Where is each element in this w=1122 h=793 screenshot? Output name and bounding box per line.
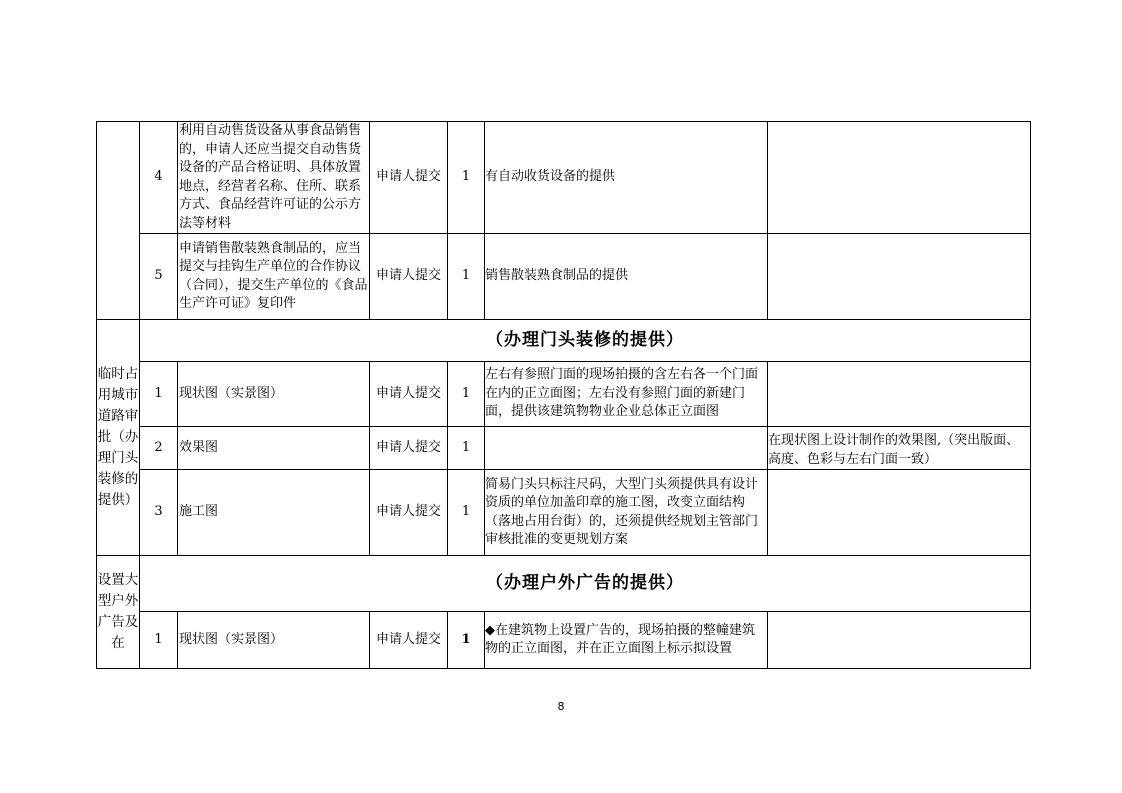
copy-count: 1 xyxy=(448,362,485,427)
copy-count: 1 xyxy=(448,122,485,234)
copy-count: 1 xyxy=(448,612,485,669)
section-title: （办理门头装修的提供） xyxy=(140,320,1031,362)
row-number: 2 xyxy=(140,427,178,470)
copy-count: 1 xyxy=(448,234,485,320)
table-row xyxy=(97,427,1031,470)
row-number: 3 xyxy=(140,470,178,556)
note xyxy=(768,362,1031,427)
material-name: 利用自动售货设备从事食品销售的，申请人还应当提交自动售货设备的产品合格证明、具体放置地点，经营者名称、住所、联系方式、食品经营许可证的公示方法等材料 xyxy=(178,122,370,234)
note xyxy=(768,470,1031,556)
page-number: 8 xyxy=(557,700,565,713)
material-name: 效果图 xyxy=(178,427,370,470)
row-number: 4 xyxy=(140,122,178,234)
table-row xyxy=(97,362,1031,427)
table-row xyxy=(97,122,1031,234)
row-number: 5 xyxy=(140,234,178,320)
materials-table xyxy=(96,121,1031,669)
category-cell: 临时占用城市道路审批（办理门头装修的提供） xyxy=(97,320,140,556)
table-row xyxy=(97,234,1031,320)
row-number: 1 xyxy=(140,362,178,427)
row-number: 1 xyxy=(140,612,178,669)
table-row xyxy=(97,612,1031,669)
section-title: （办理户外广告的提供） xyxy=(140,556,1031,612)
category-cell: 设置大型户外广告及在 xyxy=(97,556,140,669)
requirement: ◆在建筑物上设置广告的，现场拍摄的整幢建筑物的正立面图，并在正立面图上标示拟设置 xyxy=(485,612,768,669)
note xyxy=(768,234,1031,320)
requirement: 有自动收货设备的提供 xyxy=(485,122,768,234)
material-source: 申请人提交 xyxy=(370,470,448,556)
category-cell-continued xyxy=(97,122,140,320)
material-name: 现状图（实景图） xyxy=(178,362,370,427)
requirement xyxy=(485,427,768,470)
requirement: 左右有参照门面的现场拍摄的含左右各一个门面在内的正立面图；左右没有参照门面的新建门面，提供该建筑物物业企业总体正立面图 xyxy=(485,362,768,427)
section-header-row xyxy=(97,556,1031,612)
requirement: 简易门头只标注尺码，大型门头须提供具有设计资质的单位加盖印章的施工图，改变立面结构（落地占用台街）的，还须提供经规划主管部门审核批准的变更规划方案 xyxy=(485,470,768,556)
material-name: 现状图（实景图） xyxy=(178,612,370,669)
material-name: 施工图 xyxy=(178,470,370,556)
material-source: 申请人提交 xyxy=(370,427,448,470)
section-header-row xyxy=(97,320,1031,362)
material-name: 申请销售散装熟食制品的，应当提交与挂钩生产单位的合作协议（合同），提交生产单位的《食品生产许可证》复印件 xyxy=(178,234,370,320)
note xyxy=(768,122,1031,234)
note: 在现状图上设计制作的效果图,（突出版面、高度、色彩与左右门面一致） xyxy=(768,427,1031,470)
material-source: 申请人提交 xyxy=(370,234,448,320)
note xyxy=(768,612,1031,669)
material-source: 申请人提交 xyxy=(370,122,448,234)
requirement: 销售散装熟食制品的提供 xyxy=(485,234,768,320)
copy-count: 1 xyxy=(448,427,485,470)
material-source: 申请人提交 xyxy=(370,362,448,427)
table-row xyxy=(97,470,1031,556)
material-source: 申请人提交 xyxy=(370,612,448,669)
copy-count: 1 xyxy=(448,470,485,556)
